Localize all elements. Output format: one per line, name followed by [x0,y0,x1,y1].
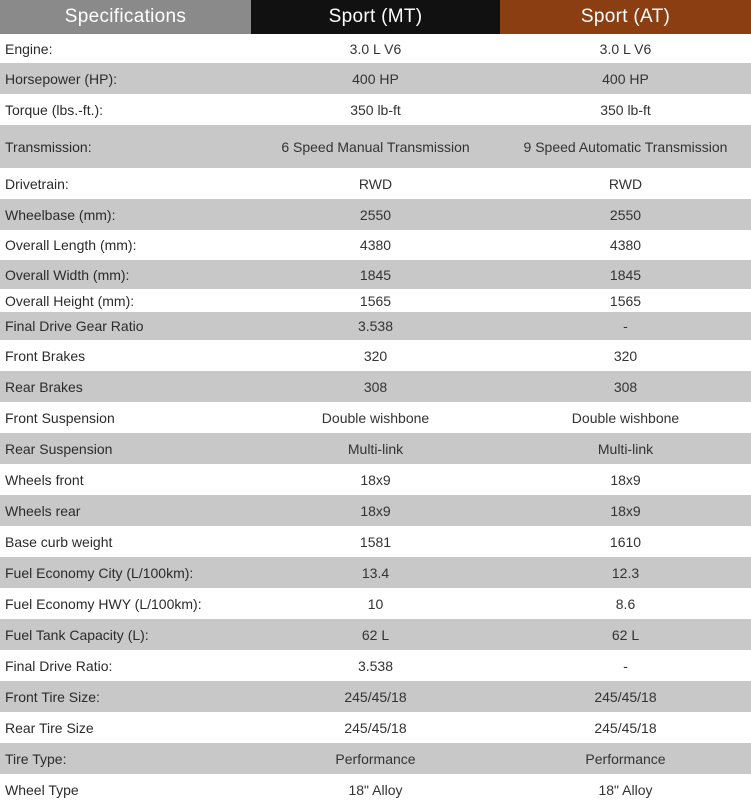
table-row [0,526,751,557]
row-value-at: 18x9 [610,471,641,488]
row-label: Front Brakes [5,347,86,364]
table-row [0,199,751,230]
table-row [0,34,751,63]
table-header-row [0,0,751,34]
table-row [0,743,751,774]
row-value-mt: 350 lb-ft [350,101,401,118]
table-row [0,168,751,199]
row-value-mt: 1845 [359,266,392,283]
table-row [0,495,751,526]
table-row [0,230,751,260]
row-value-mt: 1565 [359,292,392,309]
row-value-mt: 6 Speed Manual Transmission [281,138,470,155]
row-label: Final Drive Gear Ratio [5,318,144,334]
row-value-mt: RWD [358,175,393,192]
row-label: Final Drive Ratio: [5,657,113,674]
row-label: Rear Tire Size [5,719,94,736]
header-specifications: Specifications [0,0,251,34]
table-row [0,588,751,619]
row-value-at: 9 Speed Automatic Transmission [523,138,728,155]
row-value-at: - [623,657,628,674]
row-label: Overall Length (mm): [5,237,137,253]
row-label: Rear Brakes [5,378,83,395]
row-label: Fuel Economy HWY (L/100km): [5,595,202,612]
row-label: Fuel Tank Capacity (L): [5,626,149,643]
row-value-at: 3.0 L V6 [599,40,652,57]
table-row [0,774,751,805]
row-label: Front Tire Size: [5,688,100,705]
row-value-mt: 3.538 [357,657,394,674]
row-value-at: 320 [613,347,638,364]
table-row [0,464,751,495]
row-value-mt: 62 L [361,626,390,643]
row-value-at: 18" Alloy [598,781,653,798]
row-label: Transmission: [5,138,92,155]
row-value-mt: 400 HP [352,70,399,87]
row-value-mt: 245/45/18 [344,688,407,705]
row-label: Engine: [5,40,53,57]
row-label: Rear Suspension [5,440,113,457]
row-label: Tire Type: [5,750,67,767]
row-label: Front Suspension [5,409,115,426]
row-value-at: 308 [613,378,638,395]
row-label: Base curb weight [5,533,113,550]
row-value-at: 8.6 [615,595,636,612]
row-value-mt: 308 [363,378,388,395]
row-label: Overall Width (mm): [5,266,130,283]
row-label: Fuel Economy City (L/100km): [5,564,194,581]
row-value-at: Performance [585,750,666,767]
row-value-mt: 320 [363,347,388,364]
table-row [0,650,751,681]
row-value-at: 4380 [609,237,642,253]
row-label: Torque (lbs.-ft.): [5,101,104,118]
row-value-mt: 1581 [359,533,392,550]
table-row [0,312,751,340]
row-label: Drivetrain: [5,175,69,192]
row-value-mt: 10 [367,595,384,612]
row-value-at: 62 L [611,626,640,643]
row-value-at: 350 lb-ft [600,101,651,118]
table-row [0,433,751,464]
table-row [0,340,751,371]
row-value-at: 1610 [609,533,642,550]
row-value-at: 1845 [609,266,642,283]
row-label: Wheels front [5,471,84,488]
row-value-mt: Multi-link [347,440,404,457]
row-value-mt: 3.0 L V6 [349,40,402,57]
row-value-mt: 2550 [359,206,392,223]
row-value-mt: 4380 [359,237,392,253]
row-value-at: Multi-link [597,440,654,457]
row-value-at: RWD [608,175,643,192]
row-value-at: 245/45/18 [594,688,657,705]
table-row [0,681,751,712]
row-value-mt: 13.4 [361,564,390,581]
row-label: Horsepower (HP): [5,70,118,87]
table-row [0,371,751,402]
table-row [0,94,751,125]
table-row [0,619,751,650]
row-value-mt: Performance [335,750,416,767]
row-value-mt: 3.538 [357,318,394,334]
table-row [0,63,751,94]
row-value-at: 18x9 [610,502,641,519]
table-row [0,125,751,168]
row-value-at: 1565 [609,292,642,309]
table-row [0,557,751,588]
header-sport-at: Sport (AT) [500,0,751,34]
row-value-at: Double wishbone [571,409,680,426]
row-value-mt: 18x9 [360,502,391,519]
row-value-mt: Double wishbone [321,409,430,426]
row-value-at: 2550 [609,206,642,223]
row-label: Wheels rear [5,502,81,519]
table-row [0,260,751,289]
header-sport-mt: Sport (MT) [251,0,500,34]
row-value-at: - [623,318,628,334]
row-label: Wheelbase (mm): [5,206,116,223]
row-label: Wheel Type [5,781,79,798]
row-value-mt: 245/45/18 [344,719,407,736]
row-value-mt: 18" Alloy [348,781,403,798]
row-label: Overall Height (mm): [5,292,135,309]
table-row [0,289,751,312]
row-value-at: 400 HP [602,70,649,87]
row-value-mt: 18x9 [360,471,391,488]
row-value-at: 245/45/18 [594,719,657,736]
table-row [0,712,751,743]
row-value-at: 12.3 [611,564,640,581]
table-row [0,402,751,433]
